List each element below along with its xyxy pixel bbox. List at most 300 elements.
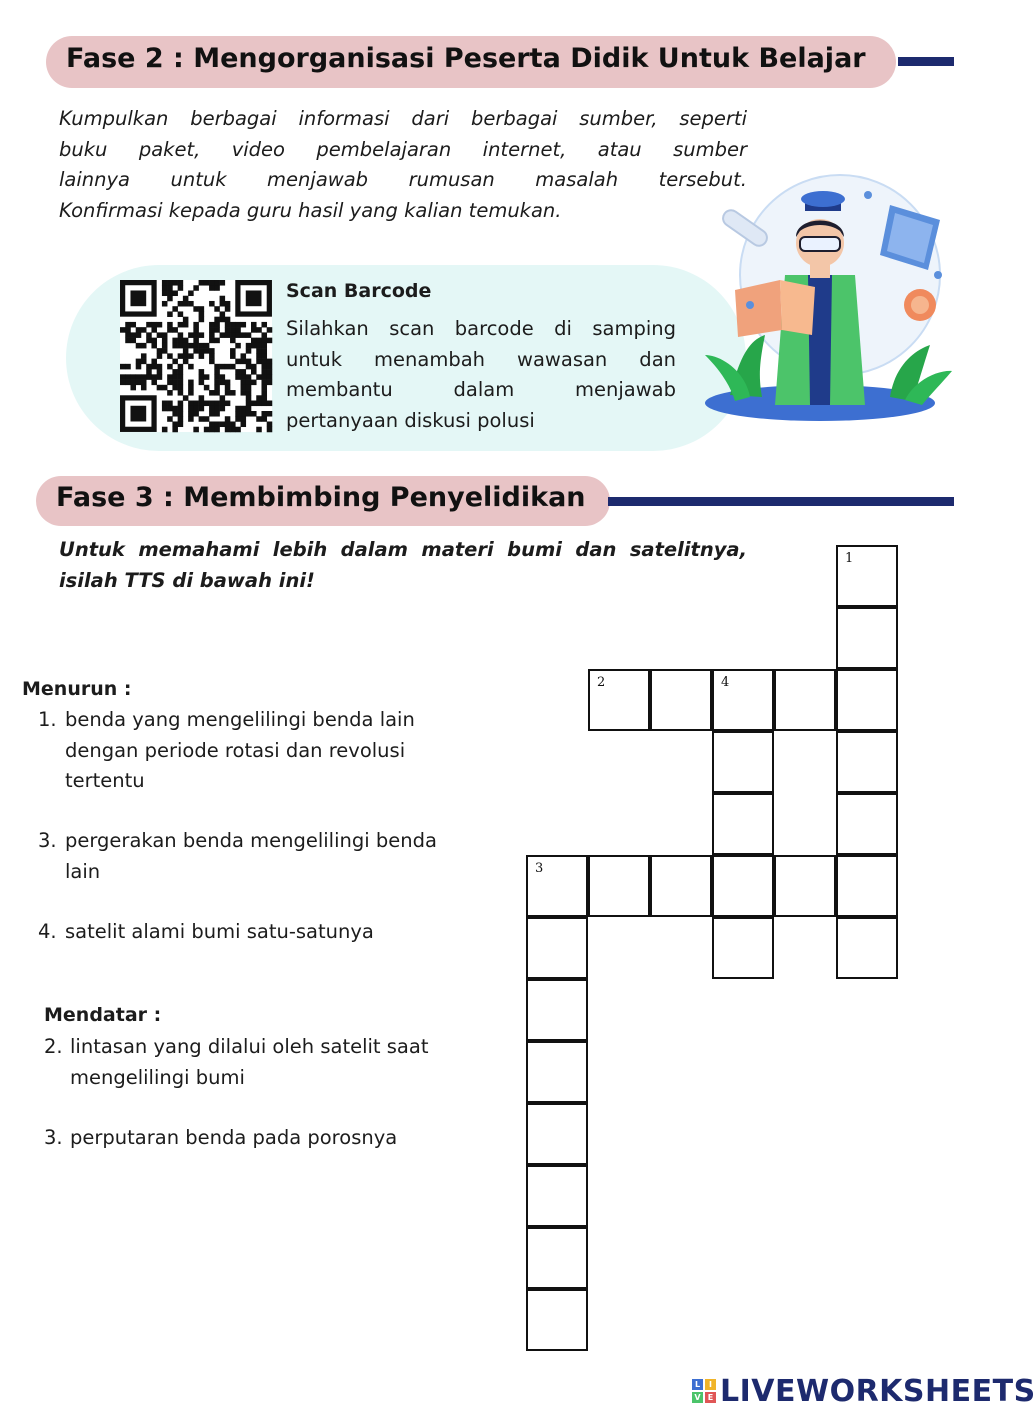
qr-module [214, 327, 220, 333]
qr-module [246, 359, 252, 365]
qr-module [193, 327, 199, 333]
qr-module [172, 343, 178, 349]
qr-module [204, 401, 210, 407]
qr-module [251, 343, 257, 349]
open-book-icon [735, 280, 782, 337]
qr-module [193, 322, 199, 328]
qr-module [178, 401, 184, 407]
crossword-cell[interactable] [836, 917, 898, 979]
qr-module [225, 301, 231, 307]
phase3-instruction-line: isilah TTS di bawah ini! [59, 568, 315, 592]
qr-code[interactable] [120, 280, 272, 432]
qr-module [172, 411, 178, 417]
qr-module [246, 348, 252, 354]
qr-module [267, 421, 273, 427]
qr-module [157, 353, 163, 359]
qr-module [151, 374, 157, 380]
qr-module [241, 421, 247, 427]
qr-module [178, 332, 184, 338]
qr-module [151, 338, 157, 344]
qr-module [225, 401, 231, 407]
qr-module [188, 416, 194, 422]
qr-module [225, 427, 231, 433]
crossword-cell[interactable] [650, 669, 712, 731]
qr-module [235, 411, 241, 417]
crossword-cell[interactable] [526, 1289, 588, 1351]
qr-module [178, 353, 184, 359]
logo-icon-cell: E [705, 1392, 716, 1403]
clue-number: 4. [38, 920, 57, 943]
qr-module [199, 332, 205, 338]
qr-module [261, 380, 267, 386]
qr-module [256, 401, 262, 407]
qr-module [230, 390, 236, 396]
qr-module [188, 301, 194, 307]
qr-module [183, 353, 189, 359]
qr-module [220, 401, 226, 407]
qr-module [267, 411, 273, 417]
qr-module [261, 353, 267, 359]
vr-goggles-icon [800, 237, 840, 251]
qr-module [125, 338, 131, 344]
qr-module [214, 427, 220, 433]
qr-module [172, 369, 178, 375]
qr-module [256, 359, 262, 365]
qr-module [225, 385, 231, 391]
qr-module [162, 427, 168, 433]
qr-module [199, 311, 205, 317]
qr-module [178, 364, 184, 370]
qr-module [178, 369, 184, 375]
qr-module [241, 385, 247, 391]
qr-module [167, 380, 173, 386]
qr-module [204, 280, 210, 286]
qr-module [246, 385, 252, 391]
qr-module [183, 317, 189, 323]
qr-module [261, 390, 267, 396]
scan-text-line: pertanyaan diskusi polusi [286, 408, 535, 432]
qr-module [151, 322, 157, 328]
qr-module [188, 385, 194, 391]
qr-module [261, 369, 267, 375]
phase3-title-bar [608, 497, 954, 506]
qr-module [178, 285, 184, 291]
qr-module [141, 353, 147, 359]
qr-module [220, 332, 226, 338]
qr-module [220, 296, 226, 302]
qr-module [246, 343, 252, 349]
qr-module [220, 317, 226, 323]
qr-module [172, 306, 178, 312]
qr-module [214, 374, 220, 380]
qr-module [220, 406, 226, 412]
qr-module [230, 427, 236, 433]
qr-module [241, 374, 247, 380]
qr-module [172, 421, 178, 427]
qr-module [261, 338, 267, 344]
crossword-cell[interactable] [836, 793, 898, 855]
clue-number: 1. [38, 708, 57, 731]
crossword-cell-number: 1 [845, 551, 854, 566]
qr-module [146, 364, 152, 370]
qr-module [125, 327, 131, 333]
qr-module [256, 374, 262, 380]
qr-module [172, 374, 178, 380]
qr-module [267, 369, 273, 375]
qr-module [183, 348, 189, 354]
qr-module [199, 306, 205, 312]
qr-module [178, 421, 184, 427]
qr-module [209, 327, 215, 333]
qr-module [130, 338, 136, 344]
qr-module [188, 390, 194, 396]
qr-module [261, 374, 267, 380]
qr-module [241, 380, 247, 386]
qr-module [230, 364, 236, 370]
qr-module [162, 280, 168, 286]
qr-module [151, 359, 157, 365]
qr-module [251, 338, 257, 344]
qr-module [183, 296, 189, 302]
qr-module [151, 364, 157, 370]
qr-module [136, 374, 142, 380]
qr-module [261, 401, 267, 407]
clue-number: 3. [38, 829, 57, 852]
crossword-cell[interactable] [836, 731, 898, 793]
phase2-title: Fase 2 : Mengorganisasi Peserta Didik Untuk Belajar [66, 43, 866, 74]
qr-module [241, 406, 247, 412]
qr-module [167, 416, 173, 422]
down-clue-3 [38, 826, 508, 887]
clue-line: lain [65, 859, 101, 883]
crossword-cell[interactable] [836, 607, 898, 669]
phase2-paragraph-line: lainnya untuk menjawab rumusan masalah tersebut. [59, 168, 747, 191]
qr-module [178, 322, 184, 328]
qr-module [125, 332, 131, 338]
qr-module [178, 311, 184, 317]
qr-module [261, 385, 267, 391]
clue-line: tertentu [65, 769, 145, 792]
qr-module [246, 374, 252, 380]
qr-module [241, 359, 247, 365]
crossword-cell[interactable] [712, 793, 774, 855]
qr-module [256, 348, 262, 354]
qr-module [157, 364, 163, 370]
qr-module [188, 411, 194, 417]
scan-text-line: membantu dalam menjawab [286, 378, 676, 401]
qr-module [256, 427, 262, 433]
crossword-cell-number: 3 [535, 861, 544, 876]
qr-module [241, 353, 247, 359]
clue-line: mengelilingi bumi [70, 1065, 245, 1089]
qr-module [199, 406, 205, 412]
qr-module [241, 390, 247, 396]
qr-module [209, 338, 215, 344]
crossword-cell[interactable] [526, 1227, 588, 1289]
qr-module [172, 290, 178, 296]
qr-module [193, 332, 199, 338]
logo-icon-cell: L [692, 1379, 703, 1390]
qr-module [178, 343, 184, 349]
qr-module [167, 406, 173, 412]
qr-module [120, 364, 126, 370]
qr-module [235, 406, 241, 412]
crossword-cell[interactable] [526, 1165, 588, 1227]
crossword-cell[interactable] [526, 917, 588, 979]
qr-module [225, 390, 231, 396]
qr-module [193, 285, 199, 291]
qr-module [214, 322, 220, 328]
qr-module [141, 327, 147, 333]
qr-module [120, 327, 126, 333]
qr-module [225, 327, 231, 333]
qr-module [209, 427, 215, 433]
across-clue-2 [44, 1032, 504, 1093]
phase3-title: Fase 3 : Membimbing Penyelidikan [56, 482, 586, 513]
qr-module [261, 332, 267, 338]
qr-module [146, 338, 152, 344]
qr-module [162, 348, 168, 354]
qr-module [256, 416, 262, 422]
qr-module [172, 359, 178, 365]
qr-module [193, 411, 199, 417]
crossword-cell[interactable] [526, 855, 588, 917]
qr-module [267, 364, 273, 370]
crossword-cell[interactable] [774, 855, 836, 917]
qr-module [167, 322, 173, 328]
qr-module [193, 338, 199, 344]
qr-module [209, 390, 215, 396]
qr-module [120, 374, 126, 380]
qr-module [235, 416, 241, 422]
qr-module [183, 395, 189, 401]
qr-module [136, 343, 142, 349]
qr-module [162, 401, 168, 407]
qr-module [214, 401, 220, 407]
crossword-cell[interactable] [712, 669, 774, 731]
qr-module [256, 338, 262, 344]
qr-module [188, 332, 194, 338]
qr-module [199, 343, 205, 349]
qr-module [141, 343, 147, 349]
qr-module [225, 306, 231, 312]
phase2-title-bar [898, 57, 954, 66]
qr-module [136, 364, 142, 370]
qr-module [188, 364, 194, 370]
qr-module [162, 301, 168, 307]
qr-module [141, 359, 147, 365]
qr-module [230, 332, 236, 338]
qr-module [172, 427, 178, 433]
crossword-cell[interactable] [650, 855, 712, 917]
qr-module [209, 406, 215, 412]
qr-module [267, 374, 273, 380]
clue-number: 2. [44, 1035, 63, 1058]
qr-module [157, 332, 163, 338]
qr-module [209, 421, 215, 427]
qr-module [125, 374, 131, 380]
qr-module [230, 421, 236, 427]
qr-module [251, 322, 257, 328]
qr-module [235, 322, 241, 328]
qr-module [167, 296, 173, 302]
crossword-cell[interactable] [526, 1041, 588, 1103]
crossword-cell[interactable] [836, 545, 898, 607]
crossword-cell[interactable] [526, 979, 588, 1041]
qr-module [178, 411, 184, 417]
qr-module [225, 421, 231, 427]
across-heading: Mendatar : [44, 1004, 162, 1026]
qr-module [209, 301, 215, 307]
qr-module [214, 390, 220, 396]
qr-module [261, 359, 267, 365]
medal-center-icon [911, 296, 929, 314]
qr-module [157, 348, 163, 354]
qr-module [235, 359, 241, 365]
crossword-grid [526, 545, 900, 1351]
qr-module [157, 322, 163, 328]
qr-module [267, 401, 273, 407]
liveworksheets-logo[interactable] [692, 1374, 1036, 1408]
qr-module [246, 390, 252, 396]
logo-icon [692, 1379, 716, 1403]
qr-module [188, 401, 194, 407]
qr-module [172, 406, 178, 412]
crossword-cell[interactable] [836, 855, 898, 917]
qr-module [136, 380, 142, 386]
qr-module [130, 322, 136, 328]
scan-barcode-text [286, 314, 676, 436]
qr-module [162, 290, 168, 296]
qr-module [209, 322, 215, 328]
qr-module [251, 401, 257, 407]
qr-module [256, 353, 262, 359]
qr-module [188, 353, 194, 359]
qr-module [225, 380, 231, 386]
qr-module [267, 380, 273, 386]
qr-module [178, 416, 184, 422]
crossword-cell[interactable] [588, 855, 650, 917]
qr-module [267, 327, 273, 333]
student-illustration [690, 165, 960, 425]
qr-module [157, 374, 163, 380]
qr-module [214, 385, 220, 391]
qr-module [261, 364, 267, 370]
qr-module [214, 338, 220, 344]
qr-module [130, 385, 136, 391]
qr-module [209, 348, 215, 354]
qr-module [246, 401, 252, 407]
qr-module [167, 311, 173, 317]
qr-module [246, 364, 252, 370]
qr-module [204, 416, 210, 422]
qr-module [141, 380, 147, 386]
qr-module [261, 395, 267, 401]
crossword-cell[interactable] [526, 1103, 588, 1165]
qr-module [220, 374, 226, 380]
qr-module [246, 395, 252, 401]
phase2-paragraph-line: Konfirmasi kepada guru hasil yang kalian temukan. [59, 198, 562, 222]
qr-module [162, 338, 168, 344]
qr-module [209, 401, 215, 407]
qr-module [167, 374, 173, 380]
qr-module [188, 380, 194, 386]
qr-module [199, 401, 205, 407]
qr-module [193, 427, 199, 433]
crossword-cell[interactable] [588, 669, 650, 731]
crossword-cell[interactable] [712, 855, 774, 917]
qr-module [199, 374, 205, 380]
qr-module [209, 332, 215, 338]
qr-module [120, 380, 126, 386]
qr-module [130, 380, 136, 386]
qr-module [246, 411, 252, 417]
crossword-cell[interactable] [712, 731, 774, 793]
qr-module [204, 343, 210, 349]
crossword-cell[interactable] [774, 669, 836, 731]
down-clue-4 [38, 917, 508, 948]
clue-line: dengan periode rotasi dan revolusi [65, 738, 406, 762]
qr-module [225, 416, 231, 422]
qr-module [193, 406, 199, 412]
down-heading: Menurun : [22, 678, 132, 700]
qr-module [193, 306, 199, 312]
qr-module [235, 427, 241, 433]
qr-module [209, 359, 215, 365]
qr-module [178, 390, 184, 396]
open-book-page-icon [780, 280, 815, 335]
qr-module [193, 343, 199, 349]
qr-module [209, 285, 215, 291]
qr-module [225, 332, 231, 338]
qr-module [130, 374, 136, 380]
qr-module [172, 280, 178, 286]
qr-module [183, 301, 189, 307]
scan-text-line: untuk menambah wawasan dan [286, 347, 676, 371]
crossword-cell[interactable] [836, 669, 898, 731]
qr-module [178, 374, 184, 380]
qr-module [246, 380, 252, 386]
qr-module [256, 395, 262, 401]
qr-module [261, 411, 267, 417]
qr-module [183, 338, 189, 344]
qr-module [146, 322, 152, 328]
phase2-paragraph-line: buku paket, video pembelajaran internet, atau sumber [59, 137, 747, 161]
qr-module [199, 353, 205, 359]
qr-module [261, 343, 267, 349]
crossword-cell[interactable] [712, 917, 774, 979]
qr-module [162, 406, 168, 412]
phase2-paragraph [59, 104, 747, 226]
clue-line: satelit alami bumi satu-satunya [65, 920, 374, 943]
qr-module [199, 380, 205, 386]
qr-module [162, 332, 168, 338]
qr-module [246, 332, 252, 338]
qr-module [178, 338, 184, 344]
qr-module [261, 348, 267, 354]
qr-module [241, 411, 247, 417]
qr-module [162, 285, 168, 291]
qr-module [251, 411, 257, 417]
qr-module [214, 411, 220, 417]
qr-module [220, 280, 226, 286]
qr-module [199, 317, 205, 323]
qr-module [178, 380, 184, 386]
crossword-cell-number: 4 [721, 675, 730, 690]
qr-module [157, 369, 163, 375]
qr-module [151, 380, 157, 386]
qr-finder-inner [130, 290, 146, 306]
